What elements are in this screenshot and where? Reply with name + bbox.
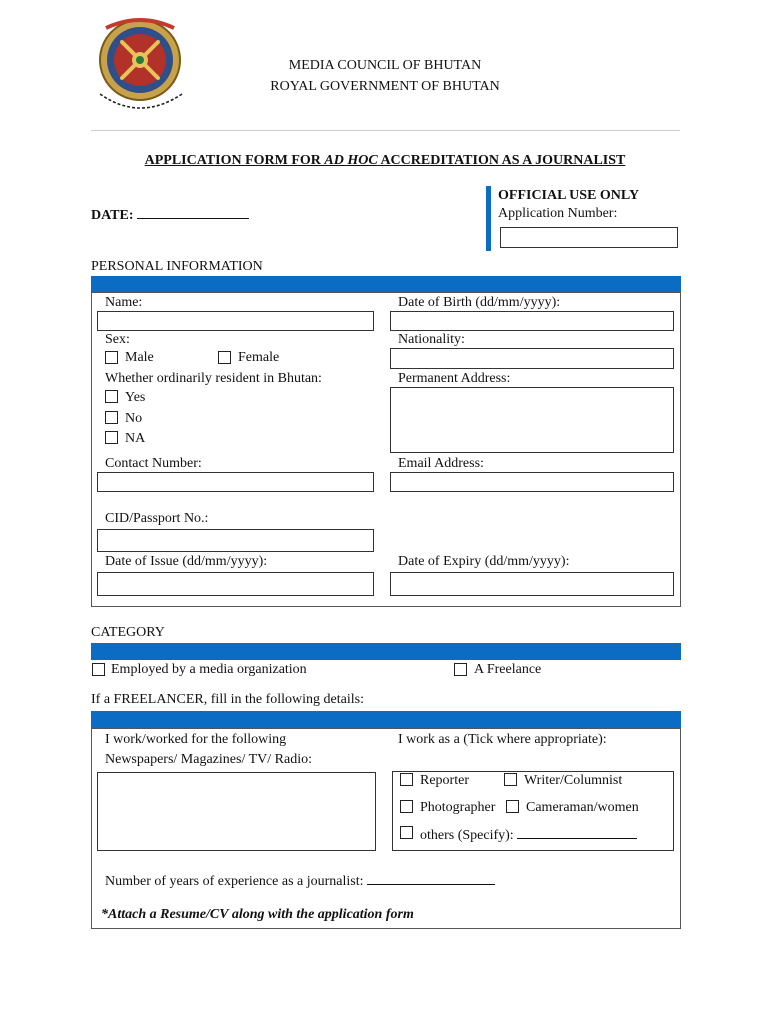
worked-for-label-line1: I work/worked for the following [105, 732, 287, 747]
resident-na-label: NA [125, 431, 146, 446]
contact-number-label: Contact Number: [105, 456, 202, 471]
email-label: Email Address: [398, 456, 484, 471]
photographer-checkbox[interactable] [400, 800, 413, 813]
freelancer-bar [91, 711, 681, 728]
sex-label: Sex: [105, 332, 130, 347]
date-of-expiry-label: Date of Expiry (dd/mm/yyyy): [398, 554, 570, 569]
name-label: Name: [105, 295, 143, 310]
years-experience-label: Number of years of experience as a journalist: [105, 872, 495, 890]
resident-yes-label: Yes [125, 390, 146, 405]
writer-columnist-checkbox[interactable] [504, 773, 517, 786]
date-of-issue-field[interactable] [97, 572, 374, 596]
reporter-label: Reporter [420, 773, 469, 788]
freelancer-intro: If a FREELANCER, fill in the following details: [91, 692, 364, 707]
cameraman-checkbox[interactable] [506, 800, 519, 813]
official-accent-bar [486, 186, 491, 251]
official-use-title: OFFICIAL USE ONLY [498, 188, 640, 203]
category-bar [91, 643, 681, 660]
worked-for-label-line2: Newspapers/ Magazines/ TV/ Radio: [105, 752, 312, 767]
reporter-checkbox[interactable] [400, 773, 413, 786]
contact-number-field[interactable] [97, 472, 374, 492]
cameraman-label: Cameraman/women [526, 800, 639, 815]
nationality-label: Nationality: [398, 332, 465, 347]
others-specify-field[interactable] [517, 826, 637, 839]
gov-name: ROYAL GOVERNMENT OF BHUTAN [270, 79, 500, 94]
resident-no-checkbox[interactable] [105, 411, 118, 424]
personal-info-heading: PERSONAL INFORMATION [91, 259, 263, 274]
cid-field[interactable] [97, 529, 374, 552]
employed-label: Employed by a media organization [111, 662, 307, 677]
header-divider [91, 130, 680, 131]
email-field[interactable] [390, 472, 674, 492]
org-name: MEDIA COUNCIL OF BHUTAN [288, 58, 482, 73]
worked-for-field[interactable] [97, 772, 376, 851]
years-experience-field[interactable] [367, 872, 495, 885]
category-heading: CATEGORY [91, 625, 165, 640]
female-checkbox[interactable] [218, 351, 231, 364]
date-of-expiry-field[interactable] [390, 572, 674, 596]
resident-label: Whether ordinarily resident in Bhutan: [105, 371, 322, 386]
male-checkbox[interactable] [105, 351, 118, 364]
date-label: DATE: [91, 206, 249, 224]
resident-yes-checkbox[interactable] [105, 390, 118, 403]
dob-label: Date of Birth (dd/mm/yyyy): [398, 295, 561, 310]
date-field[interactable] [143, 204, 255, 220]
resident-na-checkbox[interactable] [105, 431, 118, 444]
photographer-label: Photographer [420, 800, 496, 815]
resident-no-label: No [125, 411, 143, 426]
permanent-address-field[interactable] [390, 387, 674, 453]
dob-field[interactable] [390, 311, 674, 331]
name-field[interactable] [97, 311, 374, 331]
others-label: others (Specify): [420, 826, 637, 844]
work-as-label: I work as a (Tick where appropriate): [398, 732, 607, 747]
application-number-label: Application Number: [498, 206, 618, 221]
writer-columnist-label: Writer/Columnist [524, 773, 623, 788]
cid-label: CID/Passport No.: [105, 511, 209, 526]
form-title: APPLICATION FORM FOR AD HOC ACCREDITATION AS A JOURNALIST [144, 153, 626, 168]
nationality-field[interactable] [390, 348, 674, 369]
personal-info-bar [91, 276, 681, 292]
application-number-field[interactable] [500, 227, 678, 248]
attach-note: *Attach a Resume/CV along with the application form [101, 907, 414, 922]
employed-checkbox[interactable] [92, 663, 105, 676]
permanent-address-label: Permanent Address: [398, 371, 511, 386]
female-label: Female [238, 350, 280, 365]
male-label: Male [125, 350, 154, 365]
date-of-issue-label: Date of Issue (dd/mm/yyyy): [105, 554, 268, 569]
others-checkbox[interactable] [400, 826, 413, 839]
freelance-label: A Freelance [474, 662, 542, 677]
freelance-checkbox[interactable] [454, 663, 467, 676]
